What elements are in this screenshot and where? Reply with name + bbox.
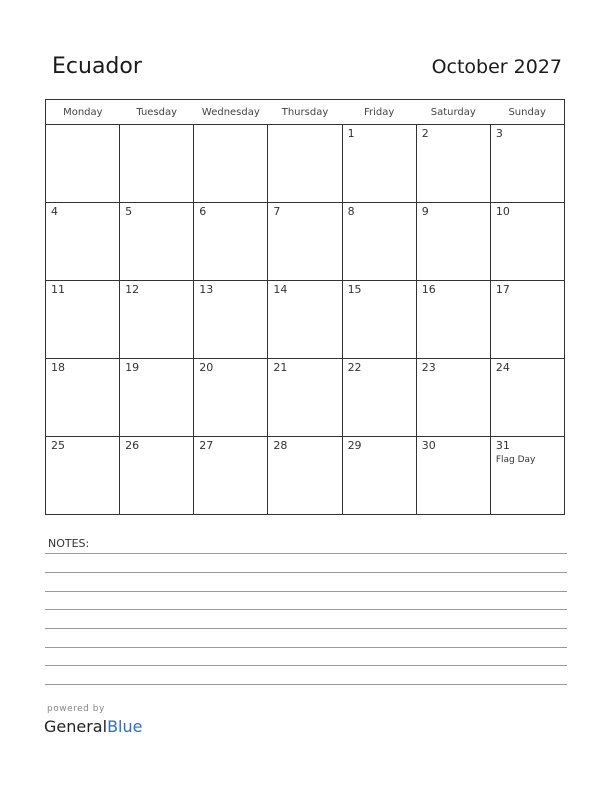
day-number: 16	[421, 283, 436, 296]
note-line	[45, 591, 567, 592]
day-cell	[416, 125, 490, 203]
weekday-header: Sunday	[490, 100, 564, 125]
note-line	[45, 553, 567, 554]
day-number: 11	[51, 283, 65, 296]
month-calendar-grid	[45, 99, 565, 515]
week-row	[46, 359, 565, 437]
day-number: 10	[495, 205, 510, 218]
weekday-header: Saturday	[416, 100, 490, 125]
day-cell	[194, 203, 268, 281]
calendar-month-title: October 2027	[431, 56, 562, 78]
day-cell	[342, 359, 416, 437]
day-cell	[416, 203, 490, 281]
day-cell	[46, 203, 120, 281]
day-cell	[120, 359, 194, 437]
day-cell	[268, 125, 342, 203]
day-number: 14	[273, 283, 288, 296]
day-number: 21	[273, 361, 288, 374]
day-cell	[490, 125, 564, 203]
day-cell	[268, 437, 342, 515]
day-cell	[490, 203, 564, 281]
day-number: 18	[51, 361, 65, 374]
day-cell	[268, 359, 342, 437]
note-line	[45, 665, 567, 666]
day-cell	[342, 125, 416, 203]
day-cell	[268, 203, 342, 281]
week-row	[46, 437, 565, 515]
weekday-header: Tuesday	[120, 100, 194, 125]
day-number: 19	[125, 361, 140, 374]
brand-logo-blue: Blue	[107, 717, 143, 736]
day-cell	[194, 125, 268, 203]
day-number: 17	[495, 283, 510, 296]
day-cell	[194, 437, 268, 515]
day-number: 24	[495, 361, 510, 374]
day-number: 27	[199, 439, 214, 452]
day-cell	[46, 281, 120, 359]
day-number: 22	[347, 361, 362, 374]
day-cell	[416, 359, 490, 437]
day-cell	[194, 281, 268, 359]
weekday-header-row	[46, 100, 565, 125]
weekday-header: Thursday	[268, 100, 342, 125]
day-number: 29	[347, 439, 362, 452]
weekday-header: Friday	[342, 100, 416, 125]
day-number: 4	[51, 205, 58, 218]
brand-logo[interactable]	[44, 717, 142, 736]
day-number: 26	[125, 439, 140, 452]
day-cell	[194, 359, 268, 437]
day-number: 5	[125, 205, 133, 218]
weekday-header: Monday	[46, 100, 120, 125]
day-cell	[120, 281, 194, 359]
day-number: 12	[125, 283, 140, 296]
day-number: 28	[273, 439, 288, 452]
day-cell	[342, 203, 416, 281]
day-cell	[120, 437, 194, 515]
holiday-label: Flag Day	[495, 455, 536, 465]
day-cell	[46, 437, 120, 515]
note-line	[45, 609, 567, 610]
day-cell	[490, 359, 564, 437]
day-cell	[268, 281, 342, 359]
weekday-header: Wednesday	[194, 100, 268, 125]
note-line	[45, 628, 567, 629]
day-number: 13	[199, 283, 214, 296]
day-cell	[342, 437, 416, 515]
day-number: 30	[421, 439, 436, 452]
day-cell	[120, 125, 194, 203]
day-number: 7	[273, 205, 281, 218]
week-row	[46, 125, 565, 203]
note-line	[45, 684, 567, 685]
day-cell	[120, 203, 194, 281]
week-row	[46, 203, 565, 281]
day-cell	[416, 281, 490, 359]
day-number: 2	[421, 127, 429, 140]
day-cell	[490, 281, 564, 359]
powered-by-text: powered by	[47, 704, 105, 714]
day-number: 8	[347, 205, 355, 218]
note-line	[45, 572, 567, 573]
note-line	[45, 647, 567, 648]
day-number: 1	[347, 127, 355, 140]
day-number: 25	[51, 439, 65, 452]
notes-label: NOTES:	[48, 537, 90, 550]
brand-logo-general: General	[44, 717, 108, 736]
day-number: 20	[199, 361, 214, 374]
day-cell	[46, 125, 120, 203]
calendar-country-title: Ecuador	[52, 54, 142, 79]
day-cell	[342, 281, 416, 359]
day-number: 9	[421, 205, 429, 218]
day-cell	[416, 437, 490, 515]
day-cell	[490, 437, 564, 515]
day-number: 31	[495, 439, 510, 452]
day-number: 3	[495, 127, 503, 140]
day-number: 15	[347, 283, 362, 296]
week-row	[46, 281, 565, 359]
day-cell	[46, 359, 120, 437]
day-number: 23	[421, 361, 436, 374]
day-number: 6	[199, 205, 207, 218]
